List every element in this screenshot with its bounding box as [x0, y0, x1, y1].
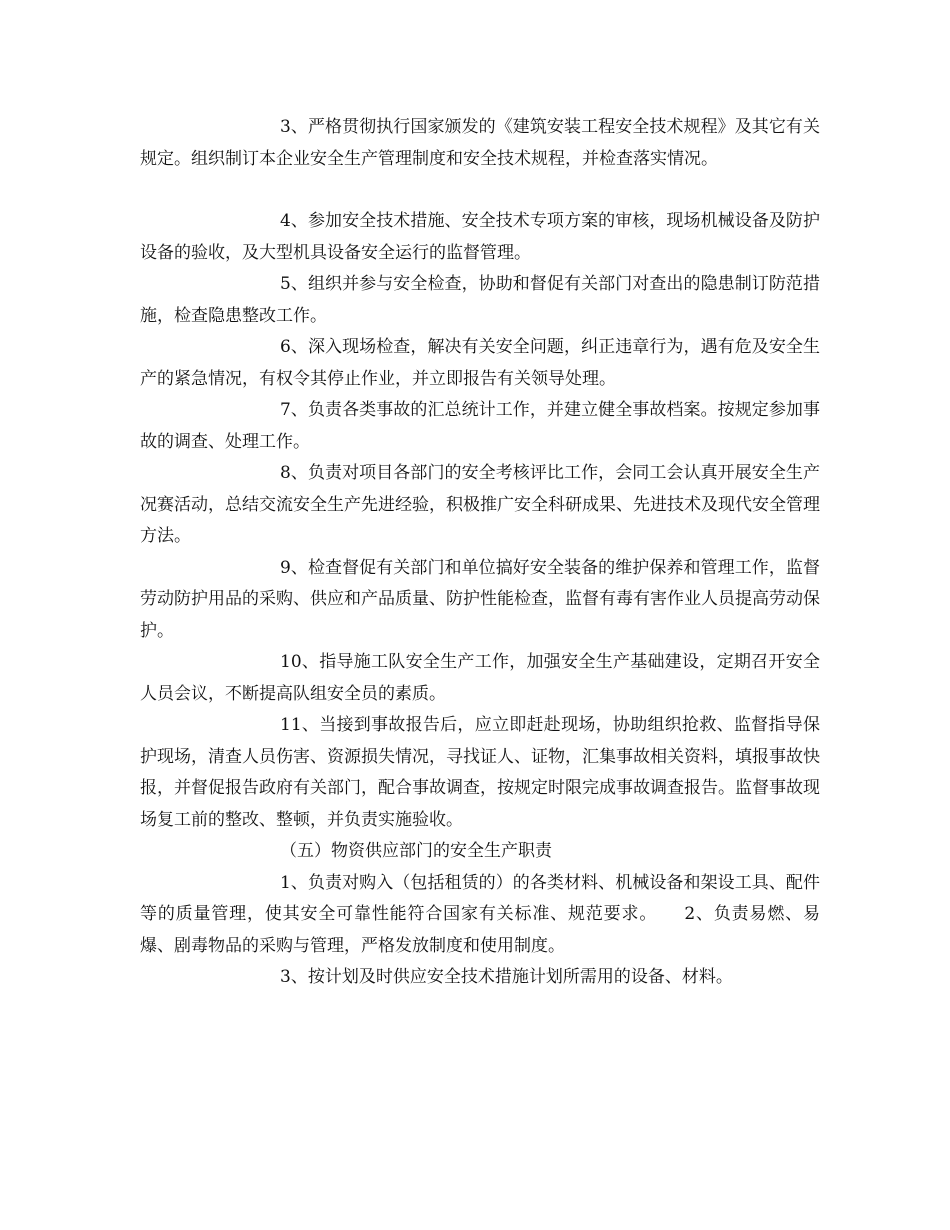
paragraph-item-10: 10、指导施工队安全生产工作，加强安全生产基础建设，定期召开安全人员会议，不断提高队组安全员的素质。	[140, 652, 820, 704]
paragraph-item-8: 8、负责对项目各部门的安全考核评比工作，会同工会认真开展安全生产况赛活动，总结交流安全生产先进经验，积极推广安全科研成果、先进技术及现代安全管理方法。	[140, 463, 820, 546]
section-heading: （五）物资供应部门的安全生产职责	[280, 841, 552, 861]
document-page	[140, 112, 820, 994]
paragraph-item-7: 7、负责各类事故的汇总统计工作，并建立健全事故档案。按规定参加事故的调查、处理工作。	[140, 400, 820, 452]
paragraph-item-9: 9、检查督促有关部门和单位搞好安全装备的维护保养和管理工作，监督劳动防护用品的采购、供应和产品质量、防护性能检查，监督有毒有害作业人员提高劳动保护。	[140, 557, 820, 641]
paragraph-item-4: 4、参加安全技术措施、安全技术专项方案的审核，现场机械设备及防护设备的验收，及大型机具设备安全运行的监督管理。	[140, 211, 820, 263]
section-paragraph-1-2: 1、负责对购入（包括租赁的）的各类材料、机械设备和架设工具、配件等的质量管理，使其安全可靠性能符合国家有关标准、规范要求。 2、负责易燃、易爆、剧毒物品的采购与管理，严格发放制度和使用制度。	[140, 872, 820, 956]
paragraph-item-6: 6、深入现场检查，解决有关安全问题，纠正违章行为，遇有危及安全生产的紧急情况，有权令其停止作业，并立即报告有关领导处理。	[140, 337, 820, 389]
paragraph-item-3: 3、严格贯彻执行国家颁发的《建筑安装工程安全技术规程》及其它有关规定。组织制订本企业安全生产管理制度和安全技术规程，并检查落实情况。	[140, 117, 820, 169]
paragraph-item-5: 5、组织并参与安全检查，协助和督促有关部门对查出的隐患制订防范措施，检查隐患整改工作。	[140, 274, 820, 326]
paragraph-item-11: 11、当接到事故报告后，应立即赶赴现场，协助组织抢救、监督指导保护现场，清查人员伤害、资源损失情况，寻找证人、证物，汇集事故相关资料，填报事故快报，并督促报告政府有关部门，配合事故调查，按规定时限完成事故调查报告。监督事故现场复工前的整改、整顿，并负责实施验收。	[140, 715, 820, 830]
section-paragraph-3: 3、按计划及时供应安全技术措施计划所需用的设备、材料。	[280, 967, 733, 987]
